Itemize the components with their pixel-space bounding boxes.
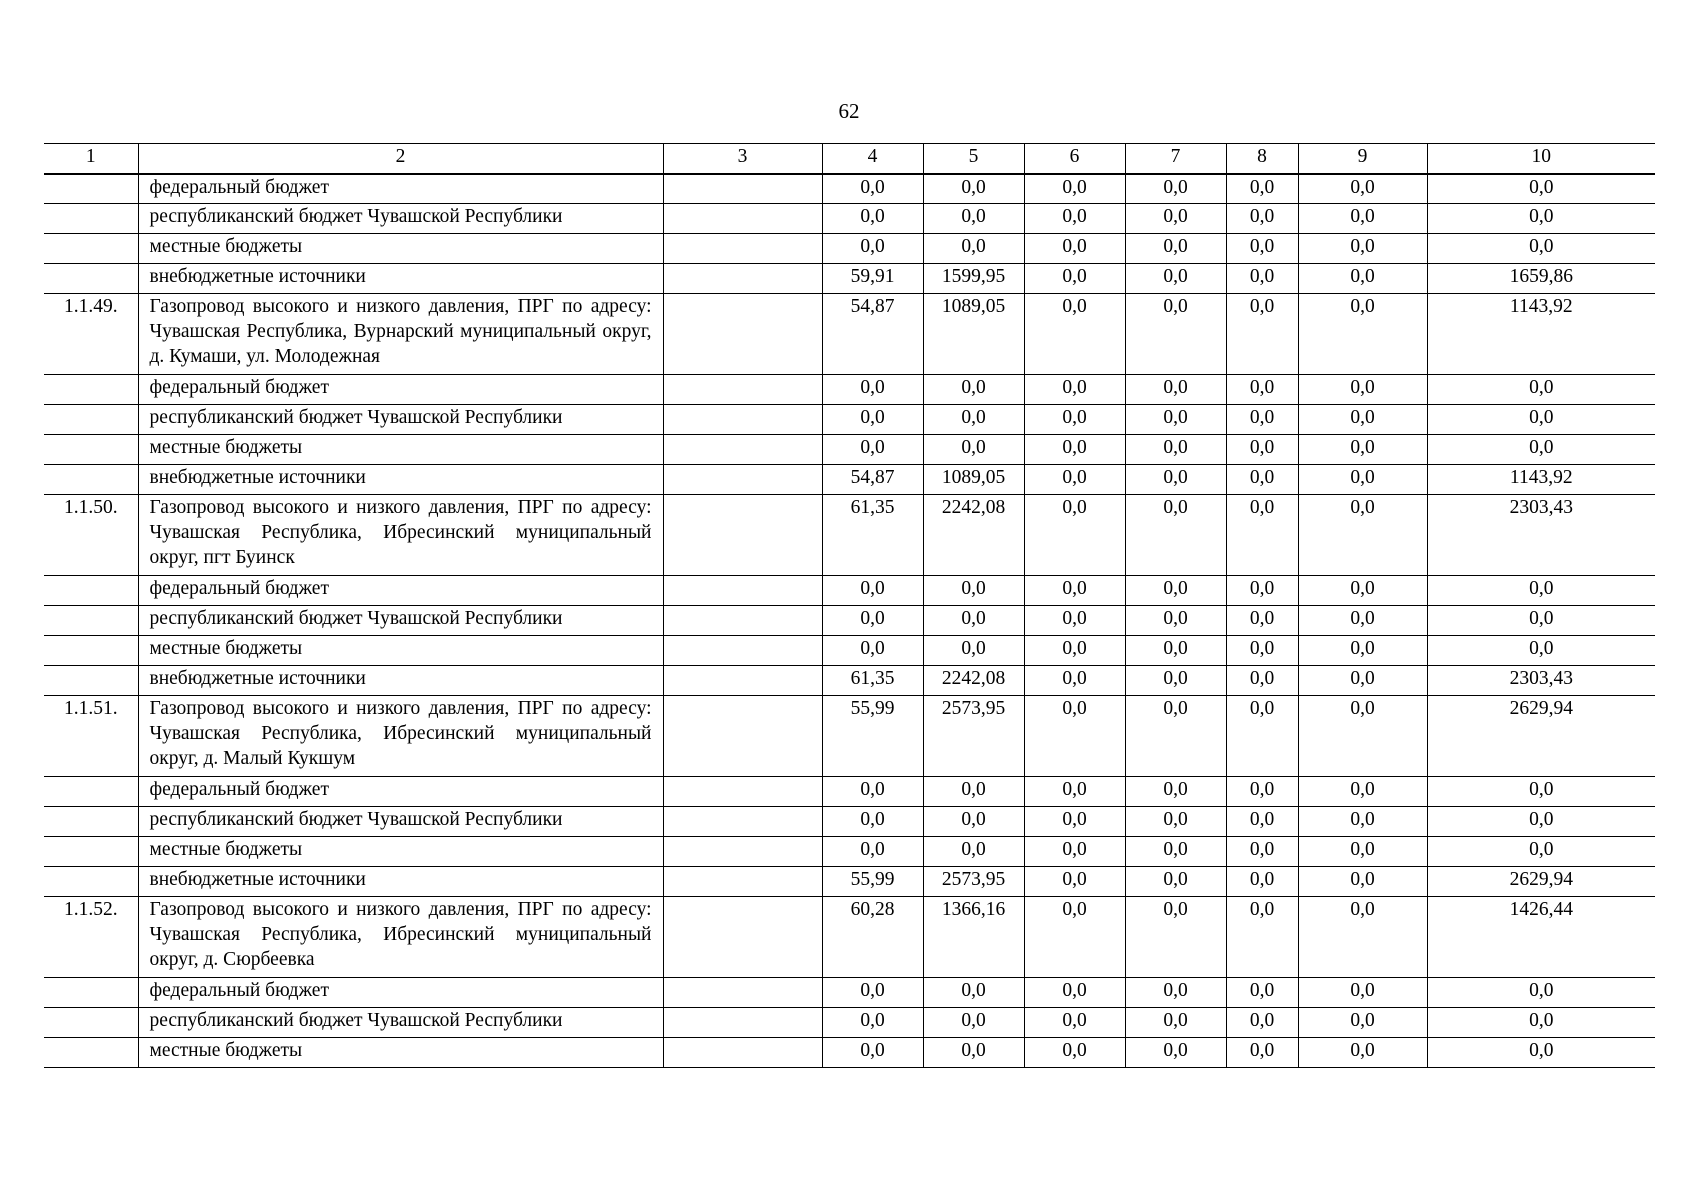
page-number: 62: [838, 99, 860, 123]
header-cell: 9: [1298, 144, 1427, 174]
value-cell: 54,87: [822, 465, 923, 495]
value-cell: 0,0: [1298, 576, 1427, 606]
header-cell: 1: [44, 144, 138, 174]
project-row: [44, 294, 1655, 375]
value-cell: 0,0: [1298, 666, 1427, 696]
value-cell: 59,91: [822, 264, 923, 294]
value-cell: 0,0: [1226, 978, 1298, 1008]
value-cell: 0,0: [822, 405, 923, 435]
value-cell: 0,0: [1024, 978, 1125, 1008]
value-cell: 0,0: [1024, 666, 1125, 696]
value-cell: 0,0: [1226, 777, 1298, 807]
row-col3: [663, 606, 822, 636]
table-row: [44, 465, 1655, 495]
row-description: федеральный бюджет: [138, 978, 663, 1008]
value-cell: 0,0: [923, 978, 1024, 1008]
value-cell: 0,0: [1298, 264, 1427, 294]
value-cell: 0,0: [822, 807, 923, 837]
value-cell: 0,0: [1226, 174, 1298, 204]
value-cell: 0,0: [1024, 867, 1125, 897]
row-col3: [663, 294, 822, 375]
value-cell: 0,0: [1427, 1008, 1655, 1038]
table-row: [44, 666, 1655, 696]
row-col3: [663, 174, 822, 204]
value-cell: 0,0: [1024, 1038, 1125, 1068]
row-description: местные бюджеты: [138, 1038, 663, 1068]
value-cell: 0,0: [1427, 435, 1655, 465]
value-cell: 0,0: [1024, 897, 1125, 978]
header-row: [44, 144, 1655, 174]
value-cell: 61,35: [822, 495, 923, 576]
value-cell: 0,0: [923, 375, 1024, 405]
row-code: [44, 435, 138, 465]
project-row: [44, 696, 1655, 777]
row-code: [44, 234, 138, 264]
value-cell: 0,0: [1024, 696, 1125, 777]
row-col3: [663, 405, 822, 435]
header-cell: 10: [1427, 144, 1655, 174]
row-col3: [663, 204, 822, 234]
value-cell: 0,0: [1226, 294, 1298, 375]
row-col3: [663, 837, 822, 867]
table-row: [44, 435, 1655, 465]
value-cell: 0,0: [1024, 234, 1125, 264]
value-cell: 0,0: [1226, 1038, 1298, 1068]
value-cell: 0,0: [923, 234, 1024, 264]
value-cell: 0,0: [822, 606, 923, 636]
row-col3: [663, 636, 822, 666]
header-cell: 7: [1125, 144, 1226, 174]
value-cell: 0,0: [1427, 777, 1655, 807]
value-cell: 0,0: [923, 807, 1024, 837]
value-cell: 0,0: [1298, 897, 1427, 978]
value-cell: 0,0: [923, 405, 1024, 435]
value-cell: 0,0: [923, 837, 1024, 867]
table-row: [44, 174, 1655, 204]
row-code: [44, 576, 138, 606]
value-cell: 0,0: [1125, 807, 1226, 837]
value-cell: 0,0: [1427, 405, 1655, 435]
row-col3: [663, 897, 822, 978]
value-cell: 0,0: [1024, 405, 1125, 435]
row-description: Газопровод высокого и низкого давления, ПРГ по адресу: Чувашская Республика, Ибресинский муниципальный округ, д. Малый Кукшум: [138, 696, 663, 777]
value-cell: 0,0: [822, 1038, 923, 1068]
row-description: внебюджетные источники: [138, 867, 663, 897]
row-col3: [663, 666, 822, 696]
row-description: внебюджетные источники: [138, 465, 663, 495]
table-row: [44, 204, 1655, 234]
table-row: [44, 1038, 1655, 1068]
value-cell: 0,0: [1024, 495, 1125, 576]
value-cell: 0,0: [923, 576, 1024, 606]
table-row: [44, 777, 1655, 807]
table-row: [44, 264, 1655, 294]
row-col3: [663, 435, 822, 465]
value-cell: 0,0: [923, 1008, 1024, 1038]
value-cell: 0,0: [1298, 867, 1427, 897]
row-col3: [663, 1038, 822, 1068]
header-cell: 4: [822, 144, 923, 174]
value-cell: 0,0: [1125, 264, 1226, 294]
value-cell: 0,0: [1427, 204, 1655, 234]
value-cell: 0,0: [1125, 576, 1226, 606]
row-description: Газопровод высокого и низкого давления, ПРГ по адресу: Чувашская Республика, Ибресинский муниципальный округ, пгт Буинск: [138, 495, 663, 576]
budget-table: [44, 143, 1655, 1068]
value-cell: 0,0: [822, 777, 923, 807]
row-code: [44, 405, 138, 435]
row-description: местные бюджеты: [138, 234, 663, 264]
value-cell: 0,0: [822, 174, 923, 204]
value-cell: 0,0: [822, 1008, 923, 1038]
value-cell: 0,0: [1298, 837, 1427, 867]
value-cell: 0,0: [1226, 495, 1298, 576]
row-col3: [663, 234, 822, 264]
row-description: республиканский бюджет Чувашской Республики: [138, 405, 663, 435]
value-cell: 0,0: [1427, 1038, 1655, 1068]
row-col3: [663, 264, 822, 294]
value-cell: 0,0: [923, 1038, 1024, 1068]
value-cell: 2242,08: [923, 666, 1024, 696]
table-row: [44, 606, 1655, 636]
value-cell: 0,0: [1125, 636, 1226, 666]
value-cell: 1089,05: [923, 294, 1024, 375]
value-cell: 0,0: [1298, 1008, 1427, 1038]
value-cell: 0,0: [1298, 606, 1427, 636]
project-row: [44, 897, 1655, 978]
value-cell: 2629,94: [1427, 867, 1655, 897]
row-code: [44, 978, 138, 1008]
row-col3: [663, 1008, 822, 1038]
value-cell: 0,0: [1024, 204, 1125, 234]
header-cell: 5: [923, 144, 1024, 174]
value-cell: 0,0: [1226, 666, 1298, 696]
value-cell: 2242,08: [923, 495, 1024, 576]
row-description: внебюджетные источники: [138, 666, 663, 696]
value-cell: 0,0: [1298, 636, 1427, 666]
value-cell: 0,0: [1125, 867, 1226, 897]
row-code: [44, 837, 138, 867]
row-col3: [663, 867, 822, 897]
value-cell: 0,0: [1226, 264, 1298, 294]
row-description: республиканский бюджет Чувашской Республики: [138, 606, 663, 636]
row-description: Газопровод высокого и низкого давления, ПРГ по адресу: Чувашская Республика, Ибресинский муниципальный округ, д. Сюрбеевка: [138, 897, 663, 978]
value-cell: 0,0: [1024, 807, 1125, 837]
value-cell: 0,0: [923, 174, 1024, 204]
value-cell: 0,0: [1298, 294, 1427, 375]
table-row: [44, 1008, 1655, 1038]
row-col3: [663, 465, 822, 495]
value-cell: 54,87: [822, 294, 923, 375]
value-cell: 0,0: [1226, 837, 1298, 867]
value-cell: 0,0: [1024, 1008, 1125, 1038]
value-cell: 0,0: [1226, 375, 1298, 405]
value-cell: 0,0: [1427, 978, 1655, 1008]
value-cell: 0,0: [1125, 666, 1226, 696]
value-cell: 0,0: [1125, 978, 1226, 1008]
value-cell: 1143,92: [1427, 294, 1655, 375]
value-cell: 0,0: [1024, 264, 1125, 294]
value-cell: 0,0: [1024, 777, 1125, 807]
value-cell: 1426,44: [1427, 897, 1655, 978]
value-cell: 2303,43: [1427, 666, 1655, 696]
value-cell: 0,0: [923, 435, 1024, 465]
row-code: [44, 807, 138, 837]
value-cell: 0,0: [1125, 1038, 1226, 1068]
value-cell: 0,0: [1226, 807, 1298, 837]
value-cell: 0,0: [1125, 837, 1226, 867]
value-cell: 0,0: [1427, 174, 1655, 204]
row-col3: [663, 696, 822, 777]
value-cell: 0,0: [1024, 576, 1125, 606]
row-description: федеральный бюджет: [138, 576, 663, 606]
value-cell: 0,0: [1024, 294, 1125, 375]
value-cell: 1143,92: [1427, 465, 1655, 495]
value-cell: 0,0: [822, 576, 923, 606]
value-cell: 0,0: [1427, 375, 1655, 405]
value-cell: 1659,86: [1427, 264, 1655, 294]
table-row: [44, 405, 1655, 435]
value-cell: 55,99: [822, 696, 923, 777]
value-cell: 0,0: [1125, 696, 1226, 777]
row-description: местные бюджеты: [138, 837, 663, 867]
value-cell: 0,0: [1226, 405, 1298, 435]
table-row: [44, 636, 1655, 666]
value-cell: 1089,05: [923, 465, 1024, 495]
row-description: Газопровод высокого и низкого давления, ПРГ по адресу: Чувашская Республика, Вурнарский муниципальный округ, д. Кумаши, ул. Молодежная: [138, 294, 663, 375]
value-cell: 0,0: [1298, 495, 1427, 576]
value-cell: 1599,95: [923, 264, 1024, 294]
row-col3: [663, 375, 822, 405]
value-cell: 0,0: [1427, 606, 1655, 636]
value-cell: 0,0: [822, 234, 923, 264]
value-cell: 0,0: [1226, 435, 1298, 465]
value-cell: 0,0: [1125, 777, 1226, 807]
value-cell: 60,28: [822, 897, 923, 978]
value-cell: 0,0: [822, 375, 923, 405]
value-cell: 2629,94: [1427, 696, 1655, 777]
value-cell: 0,0: [1298, 375, 1427, 405]
value-cell: 0,0: [1298, 405, 1427, 435]
value-cell: 0,0: [1226, 897, 1298, 978]
table-row: [44, 234, 1655, 264]
value-cell: 0,0: [923, 777, 1024, 807]
header-cell: 2: [138, 144, 663, 174]
value-cell: 0,0: [923, 204, 1024, 234]
value-cell: 0,0: [1226, 696, 1298, 777]
row-description: федеральный бюджет: [138, 375, 663, 405]
header-cell: 8: [1226, 144, 1298, 174]
value-cell: 0,0: [1298, 234, 1427, 264]
value-cell: 0,0: [822, 636, 923, 666]
table-row: [44, 837, 1655, 867]
value-cell: 0,0: [1226, 1008, 1298, 1038]
value-cell: 0,0: [1125, 606, 1226, 636]
value-cell: 0,0: [822, 837, 923, 867]
row-description: республиканский бюджет Чувашской Республики: [138, 204, 663, 234]
value-cell: 0,0: [1226, 576, 1298, 606]
row-code: [44, 1038, 138, 1068]
value-cell: 0,0: [1427, 636, 1655, 666]
value-cell: 0,0: [1024, 606, 1125, 636]
row-code: [44, 264, 138, 294]
value-cell: 0,0: [1125, 234, 1226, 264]
row-col3: [663, 807, 822, 837]
row-col3: [663, 495, 822, 576]
row-description: местные бюджеты: [138, 435, 663, 465]
row-description: республиканский бюджет Чувашской Республики: [138, 1008, 663, 1038]
row-code: [44, 636, 138, 666]
table-row: [44, 576, 1655, 606]
value-cell: 0,0: [1298, 978, 1427, 1008]
row-code: [44, 174, 138, 204]
value-cell: 0,0: [1226, 606, 1298, 636]
row-description: внебюджетные источники: [138, 264, 663, 294]
row-description: местные бюджеты: [138, 636, 663, 666]
row-code: [44, 1008, 138, 1038]
value-cell: 2303,43: [1427, 495, 1655, 576]
row-code: [44, 204, 138, 234]
row-col3: [663, 978, 822, 1008]
value-cell: 0,0: [1125, 1008, 1226, 1038]
header-cell: 6: [1024, 144, 1125, 174]
row-col3: [663, 777, 822, 807]
row-code: 1.1.49.: [44, 294, 138, 375]
value-cell: 0,0: [1226, 204, 1298, 234]
table-row: [44, 867, 1655, 897]
value-cell: 0,0: [1125, 495, 1226, 576]
value-cell: 0,0: [1298, 435, 1427, 465]
value-cell: 0,0: [1226, 465, 1298, 495]
row-description: федеральный бюджет: [138, 174, 663, 204]
value-cell: 0,0: [1024, 837, 1125, 867]
value-cell: 0,0: [1298, 465, 1427, 495]
value-cell: 0,0: [1226, 234, 1298, 264]
value-cell: 0,0: [822, 978, 923, 1008]
row-code: [44, 666, 138, 696]
project-row: [44, 495, 1655, 576]
row-code: 1.1.50.: [44, 495, 138, 576]
value-cell: 0,0: [1427, 837, 1655, 867]
value-cell: 0,0: [1427, 807, 1655, 837]
value-cell: 0,0: [1298, 777, 1427, 807]
value-cell: 0,0: [1427, 234, 1655, 264]
value-cell: 0,0: [1298, 696, 1427, 777]
row-code: [44, 867, 138, 897]
row-code: [44, 465, 138, 495]
value-cell: 0,0: [1125, 375, 1226, 405]
row-description: федеральный бюджет: [138, 777, 663, 807]
value-cell: 61,35: [822, 666, 923, 696]
value-cell: 0,0: [1226, 867, 1298, 897]
header-cell: 3: [663, 144, 822, 174]
value-cell: 0,0: [1298, 174, 1427, 204]
row-col3: [663, 576, 822, 606]
value-cell: 0,0: [1125, 435, 1226, 465]
table-row: [44, 807, 1655, 837]
value-cell: 2573,95: [923, 867, 1024, 897]
value-cell: 0,0: [822, 435, 923, 465]
value-cell: 0,0: [1024, 174, 1125, 204]
value-cell: 0,0: [1125, 174, 1226, 204]
row-code: [44, 606, 138, 636]
row-code: 1.1.51.: [44, 696, 138, 777]
value-cell: 0,0: [1024, 636, 1125, 666]
value-cell: 0,0: [1298, 807, 1427, 837]
row-description: республиканский бюджет Чувашской Республики: [138, 807, 663, 837]
value-cell: 0,0: [1298, 1038, 1427, 1068]
value-cell: 0,0: [923, 636, 1024, 666]
value-cell: 0,0: [1024, 435, 1125, 465]
table-row: [44, 375, 1655, 405]
row-code: 1.1.52.: [44, 897, 138, 978]
value-cell: 0,0: [923, 606, 1024, 636]
value-cell: 0,0: [1125, 897, 1226, 978]
value-cell: 1366,16: [923, 897, 1024, 978]
table-row: [44, 978, 1655, 1008]
value-cell: 0,0: [1226, 636, 1298, 666]
value-cell: 0,0: [1125, 294, 1226, 375]
value-cell: 0,0: [822, 204, 923, 234]
value-cell: 0,0: [1125, 204, 1226, 234]
value-cell: 55,99: [822, 867, 923, 897]
row-code: [44, 777, 138, 807]
value-cell: 0,0: [1024, 375, 1125, 405]
value-cell: 0,0: [1298, 204, 1427, 234]
value-cell: 0,0: [1125, 465, 1226, 495]
row-code: [44, 375, 138, 405]
value-cell: 0,0: [1024, 465, 1125, 495]
value-cell: 0,0: [1125, 405, 1226, 435]
value-cell: 0,0: [1427, 576, 1655, 606]
value-cell: 2573,95: [923, 696, 1024, 777]
